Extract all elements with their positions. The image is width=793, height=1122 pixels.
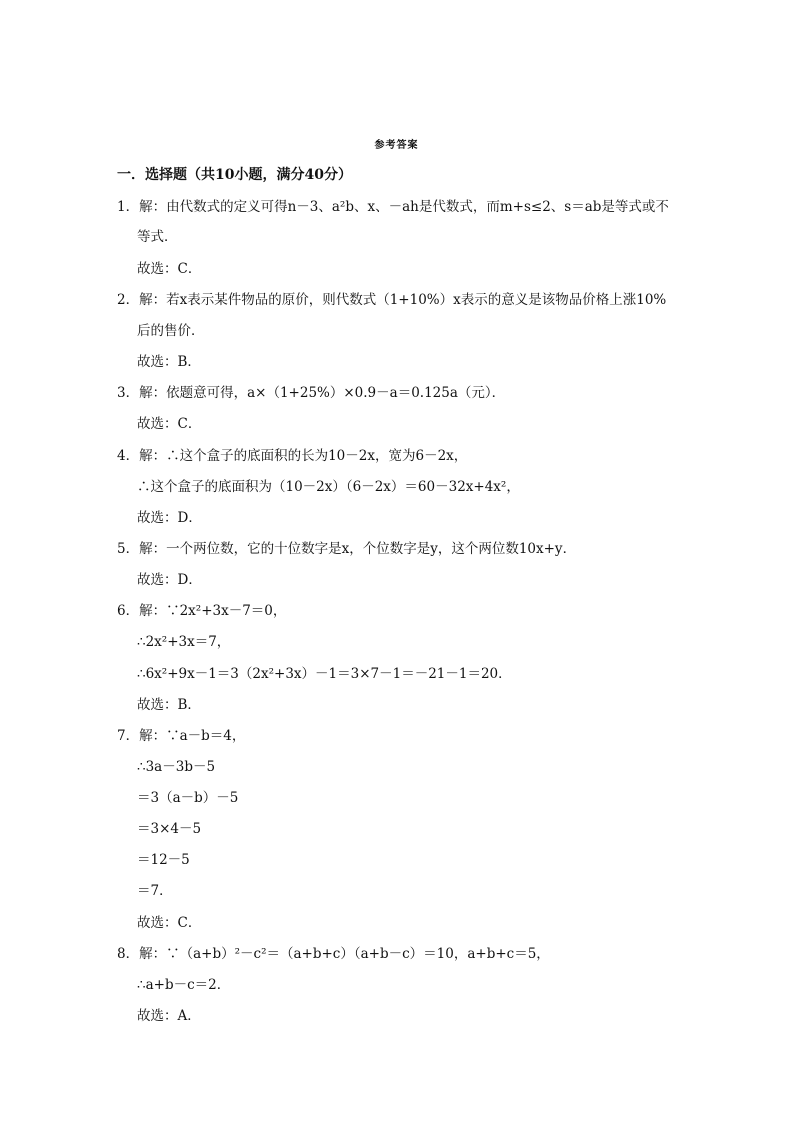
answer-number: 6． xyxy=(117,603,140,619)
answer-4-line-2: ∴这个盒子的底面积为（10－2x）（6－2x）＝60－32x+4x²， xyxy=(137,479,520,495)
answer-number: 5． xyxy=(117,541,140,557)
answer-number: 4． xyxy=(117,448,140,464)
answer-6-line-3: ∴6x²+9x－1＝3（2x²+3x）－1＝3×7－1＝－21－1＝20． xyxy=(137,666,512,682)
answer-3-line-1 xyxy=(117,383,505,403)
answer-text: 解：∵（a+b）²－c²＝（a+b+c）（a+b－c）＝10，a+b+c＝5， xyxy=(139,946,550,962)
section-heading: 一．选择题（共10小题，满分40分） xyxy=(117,167,352,183)
answer-8-line-1 xyxy=(117,944,550,964)
answer-2-line-2: 后的售价． xyxy=(137,323,205,339)
answer-text: 解：∴这个盒子的底面积的长为10－2x，宽为6－2x， xyxy=(139,448,468,464)
answer-2-choice: 故选：B． xyxy=(137,354,201,370)
answer-6-line-1 xyxy=(117,601,286,621)
answer-7-line-1 xyxy=(117,726,245,746)
answer-6-line-2: ∴2x²+3x＝7， xyxy=(137,634,231,650)
answer-6-choice: 故选：B． xyxy=(137,697,201,713)
answer-text: 解：一个两位数，它的十位数字是x，个位数字是y，这个两位数10x+y． xyxy=(139,541,577,557)
answer-1-choice: 故选：C． xyxy=(137,261,202,277)
answer-number: 8． xyxy=(117,946,140,962)
answer-2-line-1 xyxy=(117,290,666,310)
answer-text: 解：由代数式的定义可得n－3、a²b、x、－ah是代数式，而m+s≤2、s＝ab是等式或不 xyxy=(139,199,669,215)
answer-5-line-1 xyxy=(117,539,576,559)
answer-1-line-2: 等式． xyxy=(137,229,178,245)
answer-4-line-1 xyxy=(117,446,467,466)
answer-5-choice: 故选：D． xyxy=(137,572,202,588)
answer-8-line-2: ∴a+b－c＝2． xyxy=(137,977,231,993)
answer-7-line-5: ＝12－5 xyxy=(137,852,190,868)
page-title: 参考答案 xyxy=(374,140,419,151)
answer-7-choice: 故选：C． xyxy=(137,915,202,931)
answer-text: 解：∵2x²+3x－7＝0， xyxy=(139,603,287,619)
answer-1-line-1 xyxy=(117,197,669,217)
answer-7-line-3: ＝3（a－b）－5 xyxy=(137,790,239,806)
answer-number: 2． xyxy=(117,292,140,308)
answer-7-line-2: ∴3a－3b－5 xyxy=(137,759,216,775)
answer-4-choice: 故选：D． xyxy=(137,510,202,526)
answer-number: 3． xyxy=(117,385,140,401)
answer-number: 1． xyxy=(117,199,140,215)
answer-text: 解：∵a－b＝4， xyxy=(139,728,246,744)
answer-text: 解：若x表示某件物品的原价，则代数式（1+10%）x表示的意义是该物品价格上涨10% xyxy=(139,292,667,308)
answer-7-line-6: ＝7． xyxy=(137,883,173,899)
answer-7-line-4: ＝3×4－5 xyxy=(137,821,202,837)
answer-3-choice: 故选：C． xyxy=(137,416,202,432)
answer-text: 解：依题意可得，a×（1+25%）×0.9－a＝0.125a（元）． xyxy=(139,385,506,401)
answer-8-choice: 故选：A． xyxy=(137,1008,201,1024)
answer-number: 7． xyxy=(117,728,140,744)
